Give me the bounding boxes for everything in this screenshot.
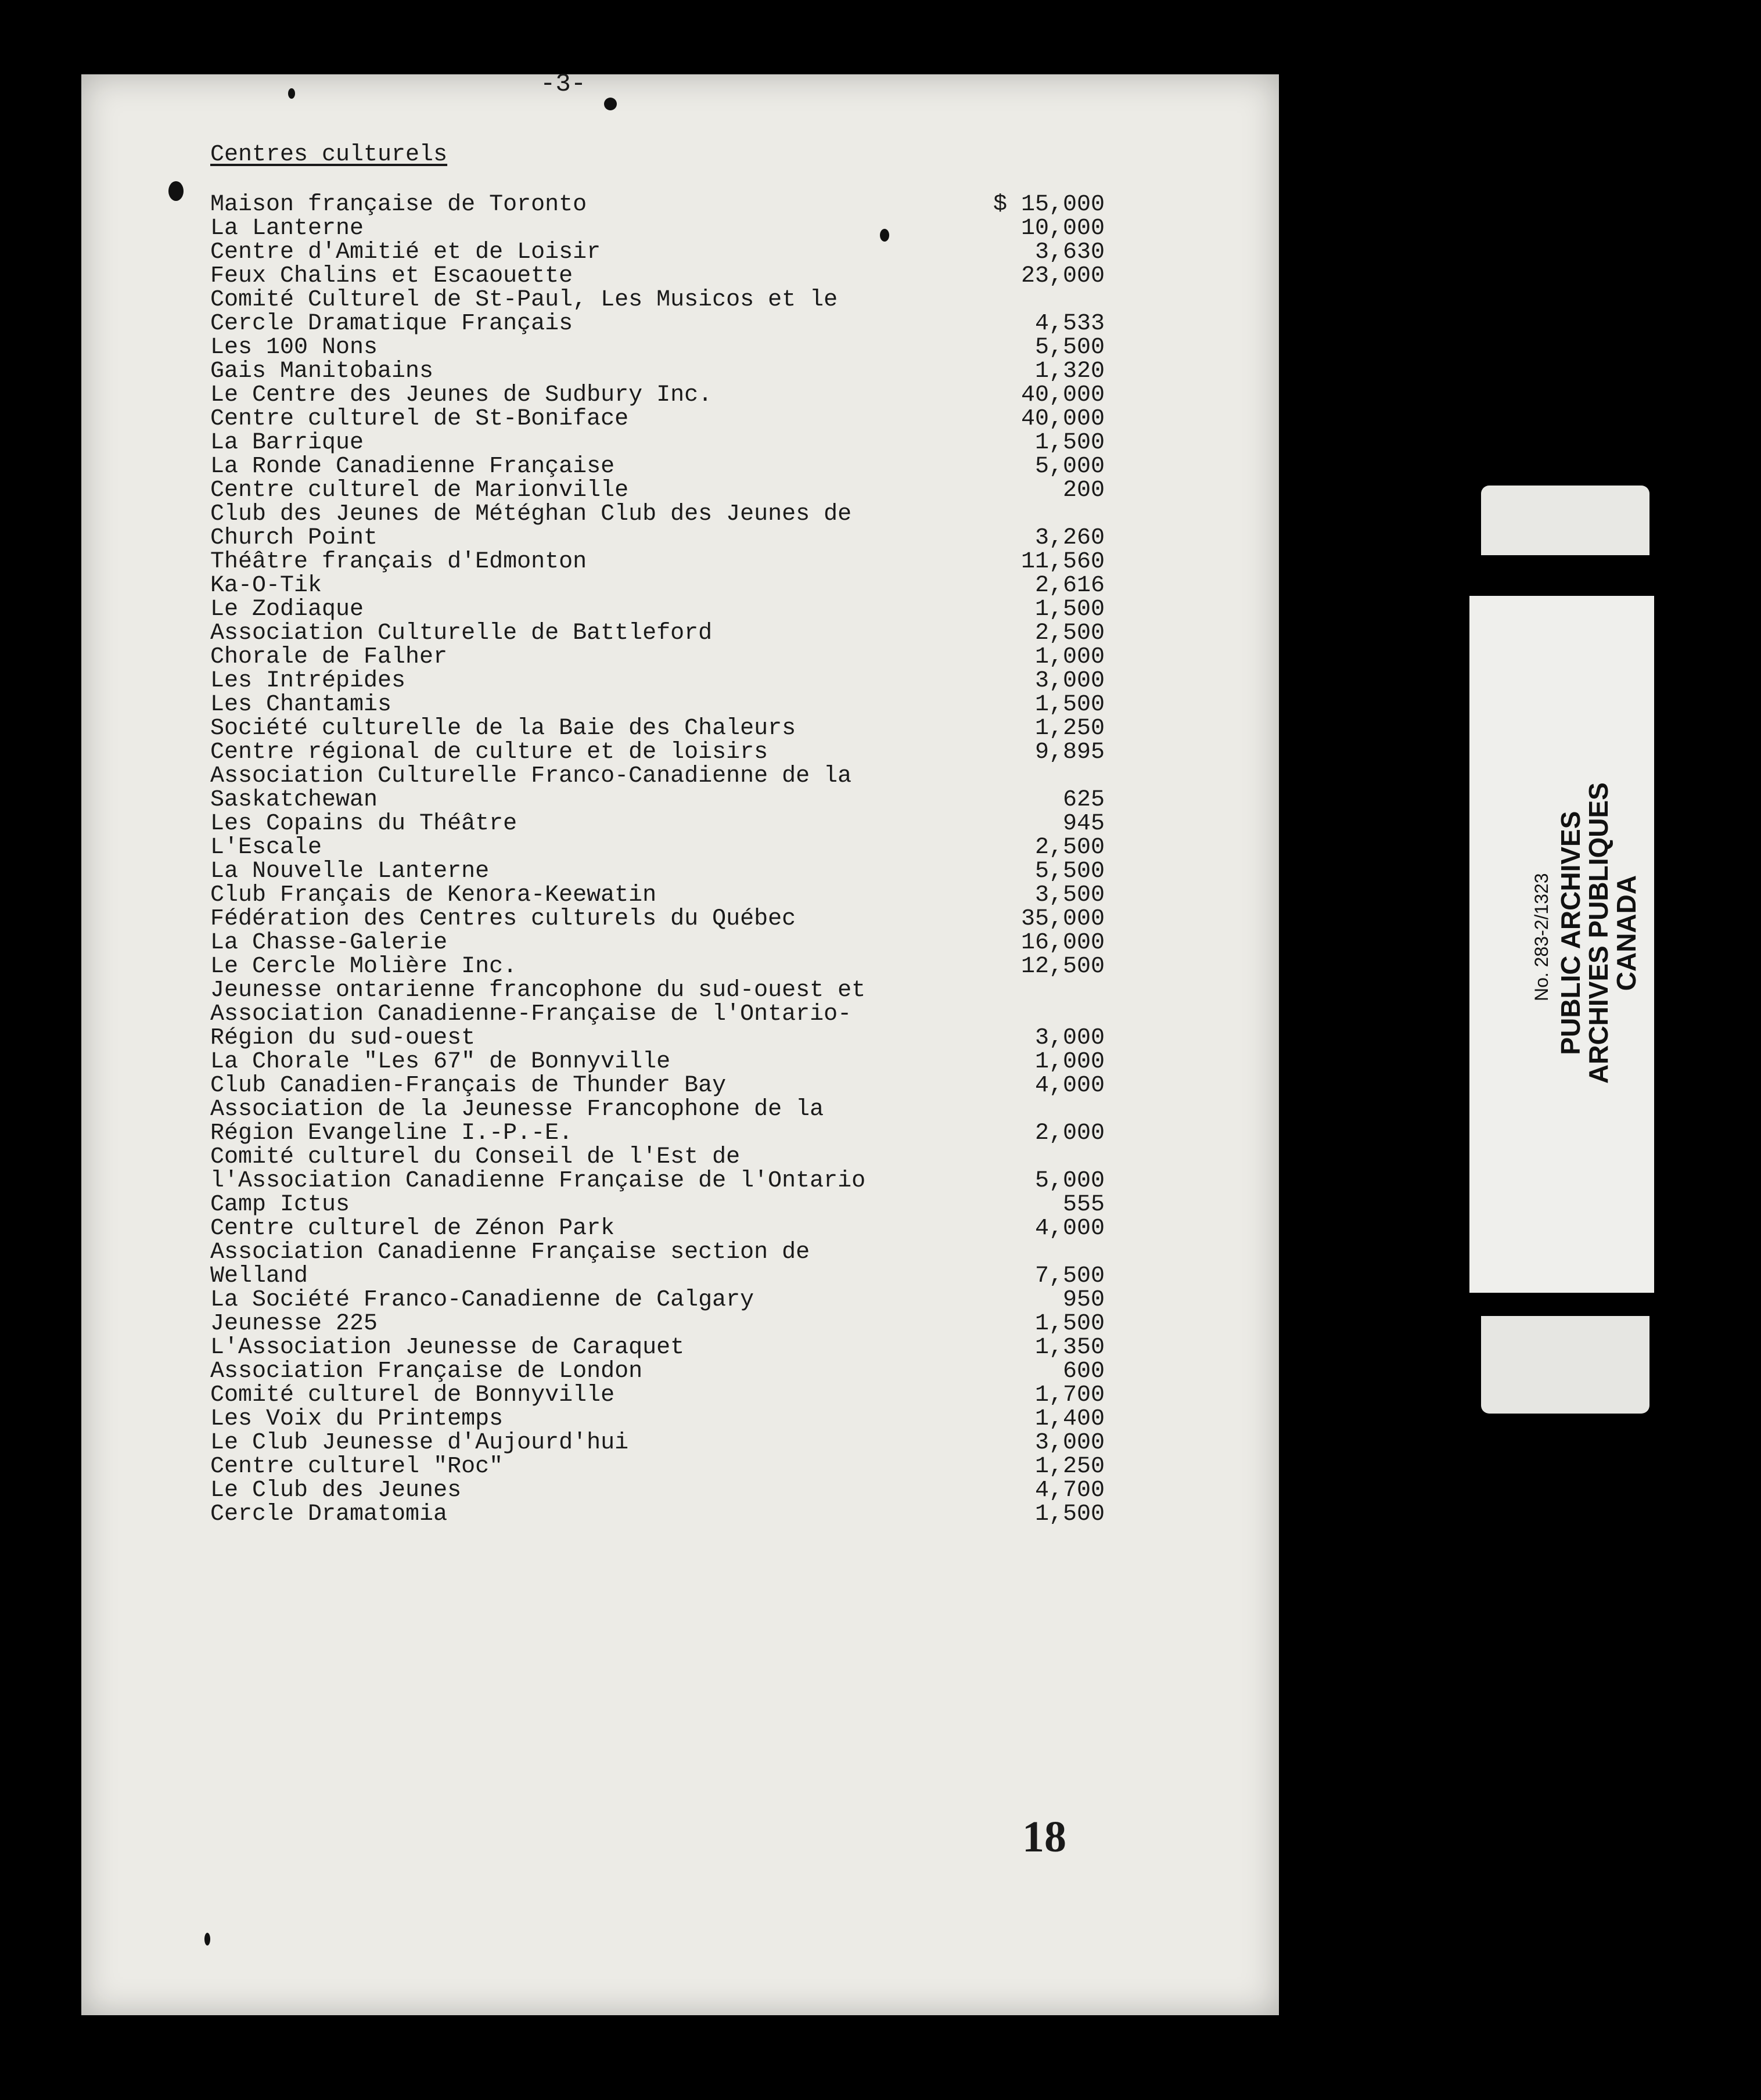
grant-amount: 3,260 [1034, 525, 1105, 551]
grant-entry [210, 812, 1105, 836]
grant-recipient: Association de la Jeunesse Francophone de la Région Evangeline I.-P.-E. [210, 1096, 824, 1146]
grant-recipient: La Société Franco-Canadienne de Calgary [210, 1287, 754, 1313]
grant-entry [210, 336, 1105, 359]
grant-entry [210, 217, 1105, 240]
ink-speck [288, 88, 295, 99]
grant-entry [210, 979, 1105, 1050]
grant-amount: 1,000 [1034, 1049, 1105, 1075]
grant-entry [210, 693, 1105, 717]
grant-recipient: Centre culturel de Marionville [210, 477, 629, 504]
page-number-top: -3- [540, 70, 587, 99]
grant-entry [210, 717, 1105, 740]
grant-amount: 4,000 [1034, 1073, 1105, 1099]
grant-recipient: Centre culturel de St-Boniface [210, 406, 629, 432]
grant-amount: 35,000 [1020, 906, 1105, 932]
grant-entry [210, 621, 1105, 645]
grant-entry [210, 1193, 1105, 1217]
grant-entry [210, 264, 1105, 288]
grant-amount: 625 [1062, 787, 1105, 813]
grant-recipient: Les Voix du Printemps [210, 1406, 504, 1432]
grant-recipient: Les Intrépides [210, 668, 406, 694]
section-heading: Centres culturels [210, 142, 448, 168]
grant-amount: 200 [1062, 477, 1105, 504]
grant-recipient: Centre culturel "Roc" [210, 1454, 504, 1480]
grant-amount: 1,500 [1034, 430, 1105, 456]
grant-amount: 555 [1062, 1192, 1105, 1218]
grant-amount: 1,320 [1034, 358, 1105, 384]
grant-recipient: Gais Manitobains [210, 358, 434, 384]
stamp-line-1: PUBLIC ARCHIVES [1555, 811, 1586, 1055]
grant-entry [210, 1050, 1105, 1074]
grant-amount: 1,400 [1034, 1406, 1105, 1432]
grant-amount: 2,616 [1034, 573, 1105, 599]
grant-amount: 1,500 [1034, 1311, 1105, 1337]
grant-recipient: Centre régional de culture et de loisirs [210, 739, 768, 765]
grant-amount: 950 [1062, 1287, 1105, 1313]
stamp-top-tab [1481, 486, 1649, 555]
grant-entry [210, 550, 1105, 574]
grant-amount: 16,000 [1020, 930, 1105, 956]
grant-recipient: L'Escale [210, 835, 322, 861]
grant-entry [210, 1288, 1105, 1312]
grant-entry [210, 1360, 1105, 1383]
grant-recipient: Les Chantamis [210, 692, 392, 718]
grant-recipient: Maison française de Toronto [210, 192, 587, 218]
grant-amount: 40,000 [1020, 406, 1105, 432]
grant-entry [210, 479, 1105, 502]
grant-amount: $ 15,000 [993, 192, 1105, 218]
grant-recipient: Chorale de Falher [210, 644, 448, 670]
stamp-label [1557, 782, 1640, 1084]
grant-amount: 9,895 [1034, 739, 1105, 765]
grant-entry [210, 1407, 1105, 1431]
grant-entry [210, 669, 1105, 693]
grant-entry [210, 1098, 1105, 1145]
grant-recipient: Fédération des Centres culturels du Québec [210, 906, 796, 932]
grant-amount: 12,500 [1020, 954, 1105, 980]
grant-amount: 3,500 [1034, 882, 1105, 908]
grant-recipient: Club des Jeunes de Météghan Club des Jeunes de Church Point [210, 501, 852, 551]
grant-recipient: Le Cercle Molière Inc. [210, 954, 517, 980]
grant-entry [210, 1431, 1105, 1455]
grant-recipient: Jeunesse ontarienne francophone du sud-ouest et Association Canadienne-Française de l'Ontario- Région du sud-ouest [210, 977, 866, 1051]
grant-entry [210, 1502, 1105, 1526]
grant-recipient: La Chorale "Les 67" de Bonnyville [210, 1049, 671, 1075]
grant-recipient: Théâtre français d'Edmonton [210, 549, 587, 575]
grant-entry [210, 574, 1105, 598]
grant-entry [210, 240, 1105, 264]
grant-recipient: Association Culturelle de Battleford [210, 620, 713, 646]
grant-amount: 4,000 [1034, 1216, 1105, 1242]
stamp-bottom-tab [1481, 1316, 1649, 1414]
grant-entry [210, 1145, 1105, 1193]
grant-recipient: Association Canadienne Française section de Welland [210, 1239, 810, 1289]
grant-amount: 7,500 [1034, 1263, 1105, 1289]
grant-recipient: Association Culturelle Franco-Canadienne de la Saskatchewan [210, 763, 852, 813]
folio-number: 18 [1022, 1813, 1066, 1861]
grant-recipient: Comité culturel du Conseil de l'Est de l'Association Canadienne Française de l'Ontario [210, 1144, 866, 1194]
ink-speck [168, 181, 184, 201]
grant-amount: 1,700 [1034, 1382, 1105, 1408]
grant-recipient: La Barrique [210, 430, 364, 456]
grant-recipient: Ka-O-Tik [210, 573, 322, 599]
grant-amount: 2,500 [1034, 620, 1105, 646]
grant-recipient: Le Club Jeunesse d'Aujourd'hui [210, 1430, 629, 1456]
grant-amount: 3,630 [1034, 239, 1105, 265]
grant-recipient: La Nouvelle Lanterne [210, 858, 490, 884]
grant-recipient: Feux Chalins et Escaouette [210, 263, 573, 289]
grant-amount: 5,000 [1034, 454, 1105, 480]
grant-recipient: Club Français de Kenora-Keewatin [210, 882, 657, 908]
grant-recipient: Club Canadien-Français de Thunder Bay [210, 1073, 727, 1099]
ink-speck [204, 1933, 210, 1946]
grant-amount: 23,000 [1020, 263, 1105, 289]
grant-recipient: Camp Ictus [210, 1192, 350, 1218]
stamp-notch [1469, 555, 1481, 596]
grant-entry [210, 836, 1105, 860]
grant-entry [210, 359, 1105, 383]
grant-entry [210, 1383, 1105, 1407]
grant-entry [210, 455, 1105, 479]
grant-amount: 3,000 [1034, 1430, 1105, 1456]
grant-entry [210, 502, 1105, 550]
grant-recipient: Centre culturel de Zénon Park [210, 1216, 615, 1242]
ink-speck [880, 229, 889, 242]
grant-entry [210, 1217, 1105, 1240]
stamp-reference-number: No. 283-2/1323 [1531, 873, 1552, 1001]
grant-entry [210, 193, 1105, 217]
stamp-line-2: ARCHIVES PUBLIQUES [1583, 782, 1613, 1084]
grant-amount: 10,000 [1020, 215, 1105, 242]
grant-amount: 945 [1062, 811, 1105, 837]
grant-amount: 1,000 [1034, 644, 1105, 670]
grant-entry [210, 407, 1105, 431]
grant-amount: 5,000 [1034, 1168, 1105, 1194]
grant-amount: 11,560 [1020, 549, 1105, 575]
archive-stamp [1469, 486, 1654, 1414]
grant-recipient: Les 100 Nons [210, 335, 378, 361]
grant-list [210, 193, 1105, 1526]
grant-entry [210, 907, 1105, 931]
grant-amount: 1,250 [1034, 1454, 1105, 1480]
grant-entry [210, 1455, 1105, 1479]
grant-recipient: La Lanterne [210, 215, 364, 242]
grant-amount: 1,500 [1034, 596, 1105, 623]
grant-entry [210, 1336, 1105, 1360]
grant-entry [210, 288, 1105, 336]
grant-recipient: Les Copains du Théâtre [210, 811, 517, 837]
grant-entry [210, 931, 1105, 955]
grant-amount: 2,500 [1034, 835, 1105, 861]
grant-recipient: Comité culturel de Bonnyville [210, 1382, 615, 1408]
grant-entry [210, 383, 1105, 407]
grant-amount: 5,500 [1034, 335, 1105, 361]
grant-recipient: Le Centre des Jeunes de Sudbury Inc. [210, 382, 713, 408]
grant-entry [210, 1240, 1105, 1288]
ink-speck [604, 98, 617, 110]
grant-amount: 2,000 [1034, 1120, 1105, 1146]
grant-recipient: Association Française de London [210, 1358, 643, 1385]
grant-amount: 1,350 [1034, 1335, 1105, 1361]
grant-amount: 1,500 [1034, 692, 1105, 718]
stamp-line-3: CANADA [1611, 875, 1641, 991]
grant-entry [210, 1312, 1105, 1336]
grant-recipient: Société culturelle de la Baie des Chaleurs [210, 715, 796, 742]
grant-amount: 1,250 [1034, 715, 1105, 742]
stamp-notch [1469, 1293, 1481, 1316]
grant-entry [210, 645, 1105, 669]
grant-entry [210, 764, 1105, 812]
grant-recipient: L'Association Jeunesse de Caraquet [210, 1335, 685, 1361]
grant-entry [210, 860, 1105, 883]
grant-amount: 4,533 [1034, 311, 1105, 337]
grant-recipient: Comité Culturel de St-Paul, Les Musicos et le Cercle Dramatique Français [210, 287, 838, 337]
grant-entry [210, 1074, 1105, 1098]
grant-amount: 40,000 [1020, 382, 1105, 408]
grant-amount: 3,000 [1034, 668, 1105, 694]
grant-recipient: Jeunesse 225 [210, 1311, 378, 1337]
grant-amount: 4,700 [1034, 1477, 1105, 1504]
grant-recipient: Le Club des Jeunes [210, 1477, 462, 1504]
grant-recipient: Centre d'Amitié et de Loisir [210, 239, 601, 265]
grant-recipient: Le Zodiaque [210, 596, 364, 623]
grant-recipient: Cercle Dramatomia [210, 1501, 448, 1527]
grant-amount: 5,500 [1034, 858, 1105, 884]
grant-amount: 1,500 [1034, 1501, 1105, 1527]
grant-entry [210, 431, 1105, 455]
grant-amount: 3,000 [1034, 1025, 1105, 1051]
grant-entry [210, 955, 1105, 979]
grant-amount: 600 [1062, 1358, 1105, 1385]
grant-recipient: La Ronde Canadienne Française [210, 454, 615, 480]
grant-recipient: La Chasse-Galerie [210, 930, 448, 956]
grant-entry [210, 1479, 1105, 1502]
grant-entry [210, 740, 1105, 764]
grant-entry [210, 883, 1105, 907]
grant-entry [210, 598, 1105, 621]
